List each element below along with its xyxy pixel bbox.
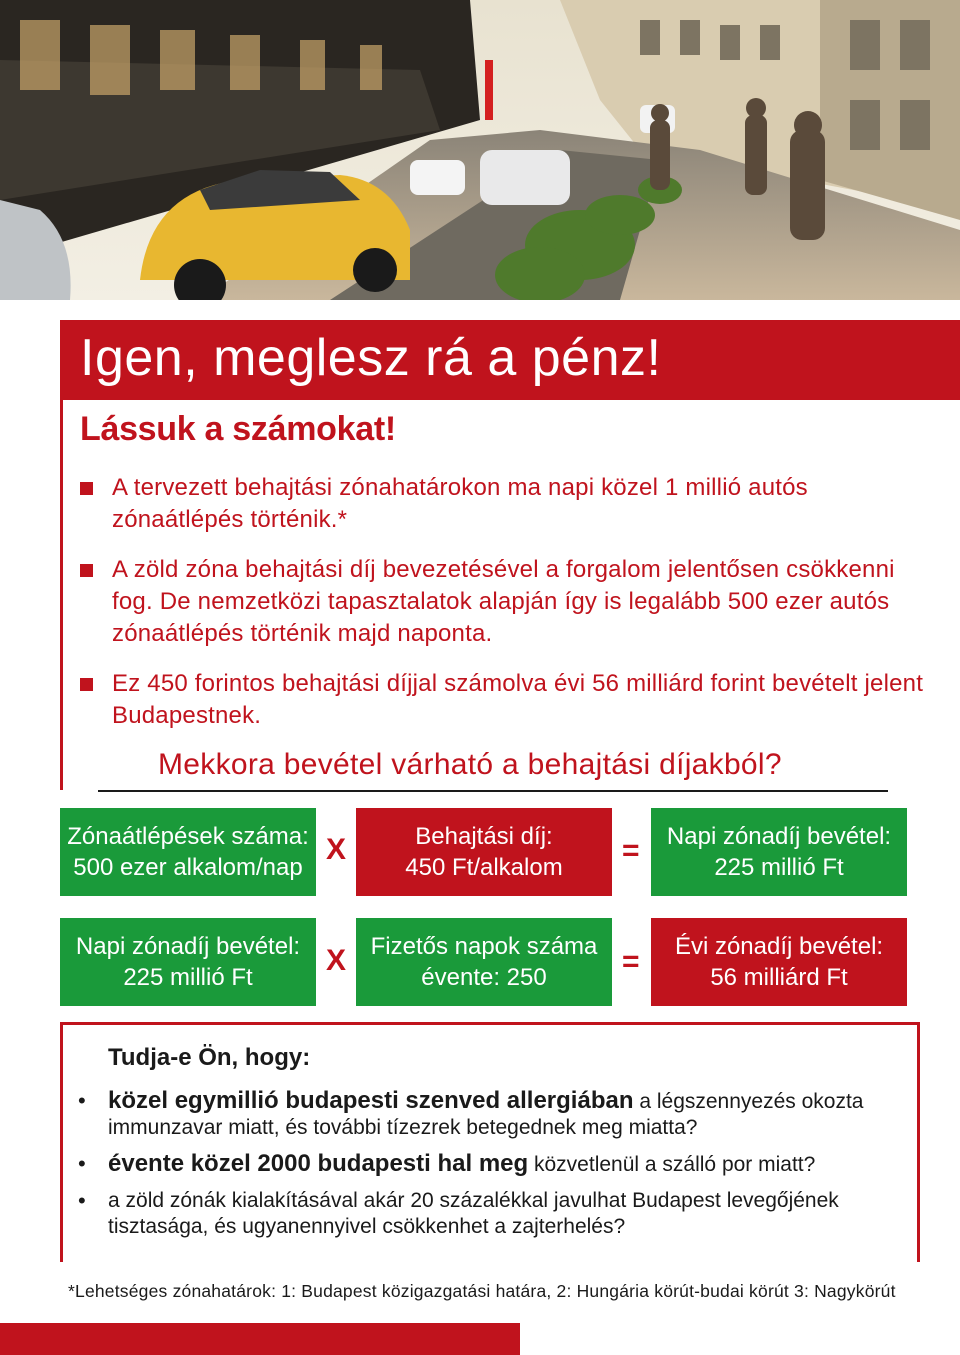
hero-white-gap [0, 300, 960, 314]
list-item: A zöld zóna behajtási díj bevezetésével a forgalom jelentősen csökkenni fog. De nemzetközi tapasztalatok alapján így is legalább 500 ezer autós zónaátlépés történik majd naponta. [80, 554, 940, 650]
hero-street-image [0, 0, 960, 300]
list-item: • a zöld zónák kialakításával akár 20 százalékkal javulhat Budapest levegőjének tisztasága, és ugyanennyivel csökkenhet a zajterhelés? [78, 1188, 908, 1240]
bottom-red-bar [0, 1323, 520, 1355]
calc-box-daily-revenue-2: Napi zónadíj bevétel: 225 millió Ft [60, 918, 316, 1006]
key-facts-list [80, 472, 940, 750]
multiply-sign: X [326, 833, 347, 866]
calc-box-paid-days: Fizetős napok száma évente: 250 [356, 918, 612, 1006]
list-item: A tervezett behajtási zónahatárokon ma napi közel 1 millió autós zónaátlépés történik.* [80, 472, 940, 536]
equals-sign: = [622, 945, 640, 978]
calc-box-daily-revenue: Napi zónadíj bevétel: 225 millió Ft [651, 808, 907, 896]
list-item: • közel egymillió budapesti szenved allergiában a légszennyezés okozta immunzavar miatt, és további tízezrek betegednek meg miatta? [78, 1088, 908, 1141]
page-title: Igen, meglesz rá a pénz! [80, 329, 662, 387]
question-underline [98, 790, 888, 792]
square-bullet-icon [80, 678, 93, 691]
calc-box-crossings: Zónaátlépések száma: 500 ezer alkalom/nap [60, 808, 316, 896]
section-subtitle: Lássuk a számokat! [80, 410, 396, 448]
list-item: • évente közel 2000 budapesti hal meg közvetlenül a szálló por miatt? [78, 1151, 908, 1178]
did-you-know-heading: Tudja-e Ön, hogy: [108, 1044, 311, 1071]
street-scene-illustration [0, 0, 960, 300]
list-item: Ez 450 forintos behajtási díjjal számolva évi 56 milliárd forint bevételt jelent Budapestnek. [80, 668, 940, 732]
title-band [60, 318, 960, 400]
equals-sign: = [622, 834, 640, 867]
footnote: *Lehetséges zónahatárok: 1: Budapest közigazgatási határa, 2: Hungária körút-budai körút 3: Nagykörút [68, 1281, 896, 1301]
multiply-sign: X [326, 944, 347, 977]
square-bullet-icon [80, 564, 93, 577]
calc-box-annual-revenue: Évi zónadíj bevétel: 56 milliárd Ft [651, 918, 907, 1006]
did-you-know-list [78, 1088, 908, 1250]
revenue-question: Mekkora bevétel várható a behajtási díjakból? [158, 748, 782, 781]
left-accent-rule [60, 398, 63, 790]
calc-box-fee: Behajtási díj: 450 Ft/alkalom [356, 808, 612, 896]
square-bullet-icon [80, 482, 93, 495]
